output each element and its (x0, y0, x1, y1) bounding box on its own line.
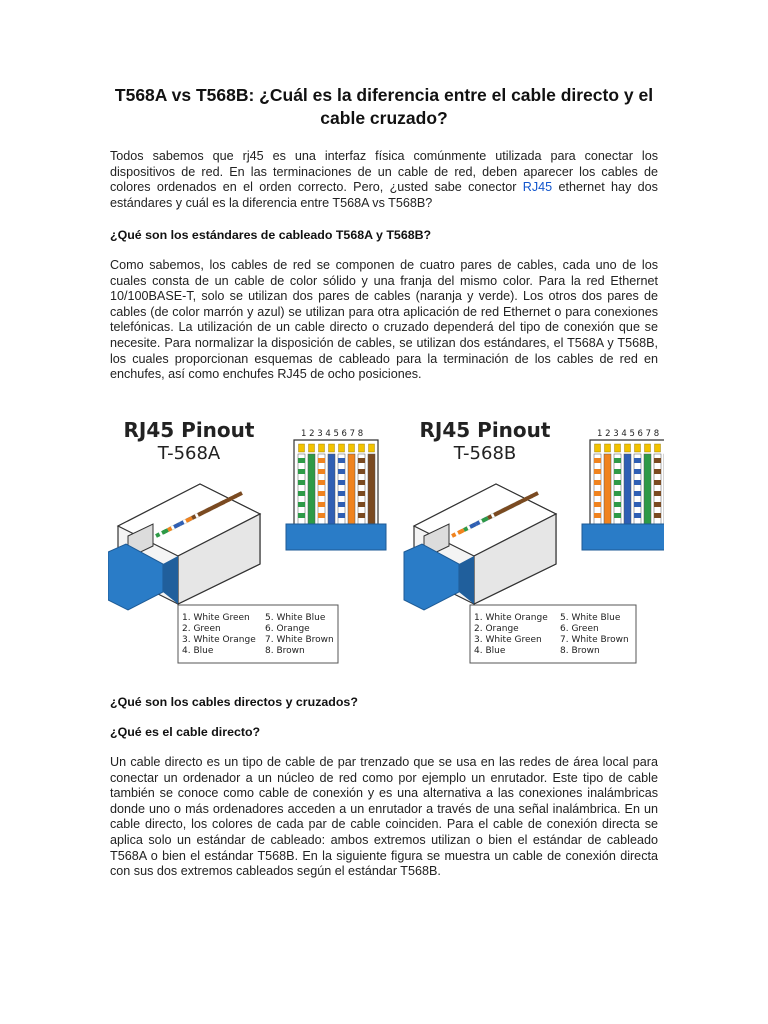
panel-a-title: RJ45 Pinout (123, 418, 255, 442)
section-heading-standards: ¿Qué son los estándares de cableado T568A y T568B? (110, 228, 432, 242)
gold-contact (319, 444, 325, 452)
panel-a-subtitle: T-568A (157, 443, 221, 464)
section-heading-straight-cable: ¿Qué es el cable directo? (110, 725, 261, 739)
conductor-stripe (594, 458, 601, 463)
conductor-stripe (634, 469, 641, 474)
legend-a-right-5: 5. White Blue (265, 613, 326, 623)
conductor-stripe (298, 502, 305, 507)
conductor-stripe (614, 502, 621, 507)
conductor-stripe (358, 469, 365, 474)
conductor-stripe (318, 469, 325, 474)
conductor-stripe (358, 502, 365, 507)
conductor-stripe (318, 480, 325, 485)
straight-cable-paragraph: Un cable directo es un tipo de cable de par trenzado que se usa en las redes de área local para conectar un ordenador a un núcleo de red como por ejemplo un enrutador. Este tipo de cable también se conoce como cable de conexión y es una alternativa a las conexiones inalámbricas donde uno o más ordenadores acceden a un enrutador a través de una señal inalámbrica. En un cable directo, los colores de cada par de cable coinciden. Para el cable de conexión directa se aplica solo un estándar de cableado: ambos extremos utilizan o bien el estándar de cableado T568A o bien el estándar T568B. En la siguiente figura se muestra un cable de conexión directa con sus dos extremos cableados según el estándar T568B. (110, 755, 658, 879)
conductor-stripe (634, 458, 641, 463)
conductor-stripe (614, 480, 621, 485)
gold-contact (595, 444, 601, 452)
conductor-stripe (654, 502, 661, 507)
intro-text-start: Todos sabemos que rj45 es una interfaz física comúnmente utilizada para conectar los dispositivos de red. En las terminaciones de un cable de red, deben aparecer los cables de colores ordenados en el orden correcto. Pero, ¿usted sabe conector (110, 149, 658, 195)
conductor-stripe (318, 491, 325, 496)
conductor-stripe (614, 469, 621, 474)
conductor-stripe (358, 458, 365, 463)
legend-b-right-8: 8. Brown (560, 646, 600, 656)
conductor-stripe (338, 513, 345, 518)
conductor-stripe (298, 491, 305, 496)
panel-b-pin-numbers: 1 2 3 4 5 6 7 8 (597, 429, 660, 439)
gold-contact (299, 444, 305, 452)
conductor-stripe (594, 491, 601, 496)
conductor-stripe (298, 469, 305, 474)
conductor-stripe (614, 513, 621, 518)
conductor-front-view (286, 440, 386, 550)
conductor-stripe (338, 491, 345, 496)
document-title: T568A vs T568B: ¿Cuál es la diferencia entre el cable directo y el cable cruzado? (114, 85, 654, 128)
conductor-stripe (358, 480, 365, 485)
conductor-stripe (654, 458, 661, 463)
gold-contact (349, 444, 355, 452)
conductor-stripe (614, 458, 621, 463)
legend-a-right-8: 8. Brown (265, 646, 305, 656)
gold-contact (369, 444, 375, 452)
conductor-stripe (594, 480, 601, 485)
legend-a-right-7: 7. White Brown (265, 635, 334, 645)
conductor-stripe (358, 513, 365, 518)
gold-contact (359, 444, 365, 452)
panel-a-pin-numbers: 1 2 3 4 5 6 7 8 (301, 429, 364, 439)
conductor-stripe (654, 469, 661, 474)
gold-contact (339, 444, 345, 452)
conductor-6 (348, 454, 355, 524)
legend-a-left-4: 4. Blue (182, 646, 214, 656)
conductor-stripe (654, 480, 661, 485)
panel-b-title: RJ45 Pinout (419, 418, 551, 442)
conductor-stripe (298, 458, 305, 463)
conductor-stripe (634, 513, 641, 518)
standards-paragraph: Como sabemos, los cables de red se componen de cuatro pares de cables, cada uno de los cuales consta de un cable de color sólido y una franja del mismo color. Para la red Ethernet 10/100BASE-T, solo se utilizan dos pares de cables (naranja y verde). Los otros dos pares de cables (de color marrón y azul) se utilizan para otra aplicación de red Ethernet o para conexiones telefónicas. La utilización de un cable directo o cruzado dependerá del tipo de conexión que se necesite. Para normalizar la disposición de cables, se utilizan dos estándares, el T568A y T568B, los cuales proporcionan esquemas de cableado para la terminación de los cables de red en enchufes, así como enchufes RJ45 de ocho posiciones. (110, 258, 658, 382)
conductor-2 (604, 454, 611, 524)
gold-contact (605, 444, 611, 452)
conductor-stripe (594, 502, 601, 507)
legend-a-left-2: 2. Green (182, 624, 221, 634)
conductor-stripe (594, 469, 601, 474)
gold-contact (615, 444, 621, 452)
conductor-stripe (298, 480, 305, 485)
intro-text-end: ethernet hay dos estándares y cuál es la diferencia entre T568A vs T568B? (110, 180, 658, 210)
conductor-4 (624, 454, 631, 524)
gold-contact (329, 444, 335, 452)
conductor-stripe (338, 480, 345, 485)
legend-b-right-7: 7. White Brown (560, 635, 629, 645)
intro-paragraph (110, 149, 658, 211)
legend-b-right-6: 6. Green (560, 624, 599, 634)
conductor-stripe (318, 502, 325, 507)
conductor-stripe (338, 458, 345, 463)
conductor-stripe (338, 502, 345, 507)
conductor-stripe (318, 513, 325, 518)
conductor-4 (328, 454, 335, 524)
conductor-stripe (634, 502, 641, 507)
gold-contact (635, 444, 641, 452)
conductor-stripe (594, 513, 601, 518)
conductor-6 (644, 454, 651, 524)
rj45-link[interactable]: RJ45 (522, 180, 553, 195)
panel-b-subtitle: T-568B (453, 443, 517, 464)
legend-b-left-4: 4. Blue (474, 646, 506, 656)
conductor-stripe (338, 469, 345, 474)
rj45-pinout-figure (108, 414, 664, 666)
conductor-stripe (318, 458, 325, 463)
gold-contact (645, 444, 651, 452)
conductor-2 (308, 454, 315, 524)
conductor-stripe (298, 513, 305, 518)
legend-b-left-2: 2. Orange (474, 624, 519, 634)
conductor-front-view (582, 440, 664, 550)
legend-a-left-3: 3. White Orange (182, 635, 256, 645)
legend-b-left-1: 1. White Orange (474, 613, 548, 623)
conductor-stripe (654, 491, 661, 496)
conductor-stripe (614, 491, 621, 496)
conductor-stripe (634, 480, 641, 485)
legend-a-right-6: 6. Orange (265, 624, 310, 634)
conductor-stripe (634, 491, 641, 496)
panel-b-legend (470, 605, 636, 663)
section-heading-cable-types: ¿Qué son los cables directos y cruzados? (110, 695, 358, 709)
panel-a-legend (178, 605, 338, 663)
conductor-stripe (358, 491, 365, 496)
gold-contact (655, 444, 661, 452)
gold-contact (309, 444, 315, 452)
conductor-8 (368, 454, 375, 524)
legend-b-right-5: 5. White Blue (560, 613, 621, 623)
legend-a-left-1: 1. White Green (182, 613, 250, 623)
gold-contact (625, 444, 631, 452)
legend-b-left-3: 3. White Green (474, 635, 542, 645)
conductor-stripe (654, 513, 661, 518)
